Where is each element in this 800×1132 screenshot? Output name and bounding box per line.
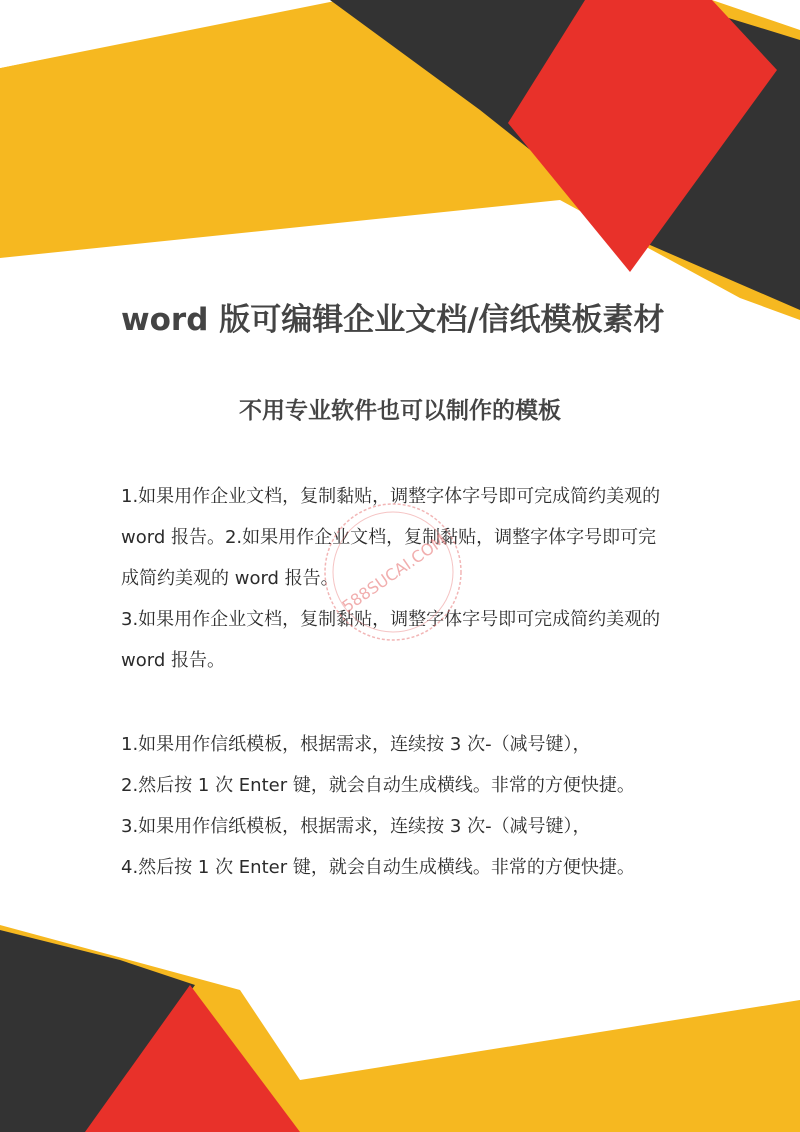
paragraph-2 — [121, 724, 681, 888]
paragraph-line: 成简约美观的 word 报告。 — [121, 568, 339, 589]
document-title: word 版可编辑企业文档/信纸模板素材 — [121, 302, 665, 338]
paragraph-line: word 报告。2.如果用作企业文档，复制黏贴，调整字体字号即可完 — [121, 527, 657, 548]
watermark-text: 588SUCAI.COM — [338, 530, 450, 616]
paragraph-line: 4.然后按 1 次 Enter 键，就会自动生成横线。非常的方便快捷。 — [121, 857, 635, 878]
document-subtitle: 不用专业软件也可以制作的模板 — [239, 398, 561, 424]
watermark-stamp — [318, 497, 468, 647]
paragraph-line: 1.如果用作企业文档，复制黏贴，调整字体字号即可完成简约美观的 — [121, 486, 661, 507]
paragraph-line: 3.如果用作企业文档，复制黏贴，调整字体字号即可完成简约美观的 — [121, 609, 661, 630]
paragraph-line: word 报告。 — [121, 650, 225, 671]
paragraph-line: 3.如果用作信纸模板，根据需求，连续按 3 次-（减号键）， — [121, 816, 591, 837]
paragraph-line: 2.然后按 1 次 Enter 键，就会自动生成横线。非常的方便快捷。 — [121, 775, 635, 796]
paragraph-line: 1.如果用作信纸模板，根据需求，连续按 3 次-（减号键）， — [121, 734, 591, 755]
